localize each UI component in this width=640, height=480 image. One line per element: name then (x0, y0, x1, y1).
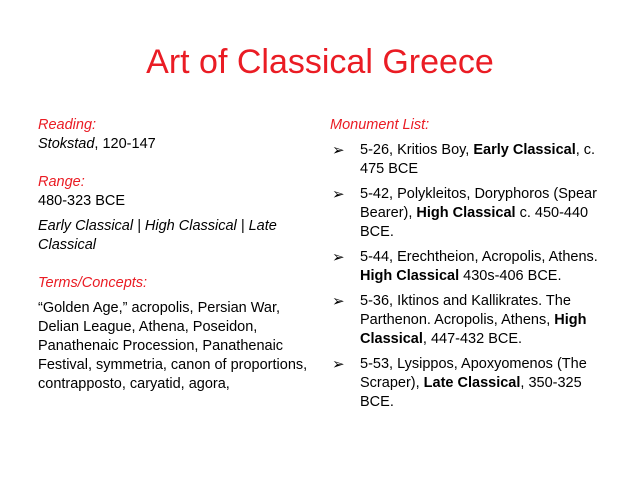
monument-text: 5-53, Lysippos, Apoxyomenos (The Scraper), Late Classical, 350-325 BCE. (360, 356, 587, 410)
period-label: Early Classical (473, 142, 576, 158)
monument-text: 5-36, Iktinos and Kallikrates. The Parthenon. Acropolis, Athens, High Classical, 447-432 BCE. (360, 293, 587, 347)
range-value: 480-323 BCE (38, 193, 126, 209)
monument-text: 5-44, Erechtheion, Acropolis, Athens. High Classical 430s-406 BCE. (360, 249, 598, 284)
reading-author: Stokstad (38, 136, 95, 152)
period-label: High Classical (360, 268, 460, 284)
period-label: Late Classical (423, 375, 521, 391)
arrow-bullet-icon: ➢ (332, 293, 345, 310)
period-label: High Classical (360, 312, 587, 347)
terms-value: “Golden Age,” acropolis, Persian War, Delian League, Athena, Poseidon, Panathenaic Procession, Panathenaic Festival, symmetria, canon of proportions, contrapposto, caryatid, agora, (38, 300, 308, 392)
arrow-bullet-icon: ➢ (332, 142, 345, 159)
reading-label: Reading: (38, 117, 97, 133)
monument-item (330, 141, 610, 179)
reading-pages: , 120-147 (94, 136, 156, 152)
monument-list-label: Monument List: (330, 117, 430, 133)
monument-list (330, 141, 610, 412)
terms-label: Terms/Concepts: (38, 275, 148, 291)
arrow-bullet-icon: ➢ (332, 356, 345, 373)
monument-item (330, 292, 610, 349)
arrow-bullet-icon: ➢ (332, 186, 345, 203)
range-label: Range: (38, 174, 85, 190)
range-periods: Early Classical | High Classical | Late Classical (38, 218, 277, 253)
reading-value (38, 135, 310, 154)
monument-item (330, 185, 610, 242)
monument-item (330, 248, 610, 286)
monument-text: 5-42, Polykleitos, Doryphoros (Spear Bearer), High Classical c. 450-440 BCE. (360, 186, 597, 240)
left-column (38, 116, 310, 394)
right-column (330, 116, 610, 418)
monument-text: 5-26, Kritios Boy, Early Classical, c. 475 BCE (360, 142, 596, 177)
period-label: High Classical (416, 205, 516, 221)
arrow-bullet-icon: ➢ (332, 249, 345, 266)
monument-item (330, 355, 610, 412)
slide-title: Art of Classical Greece (146, 43, 494, 81)
